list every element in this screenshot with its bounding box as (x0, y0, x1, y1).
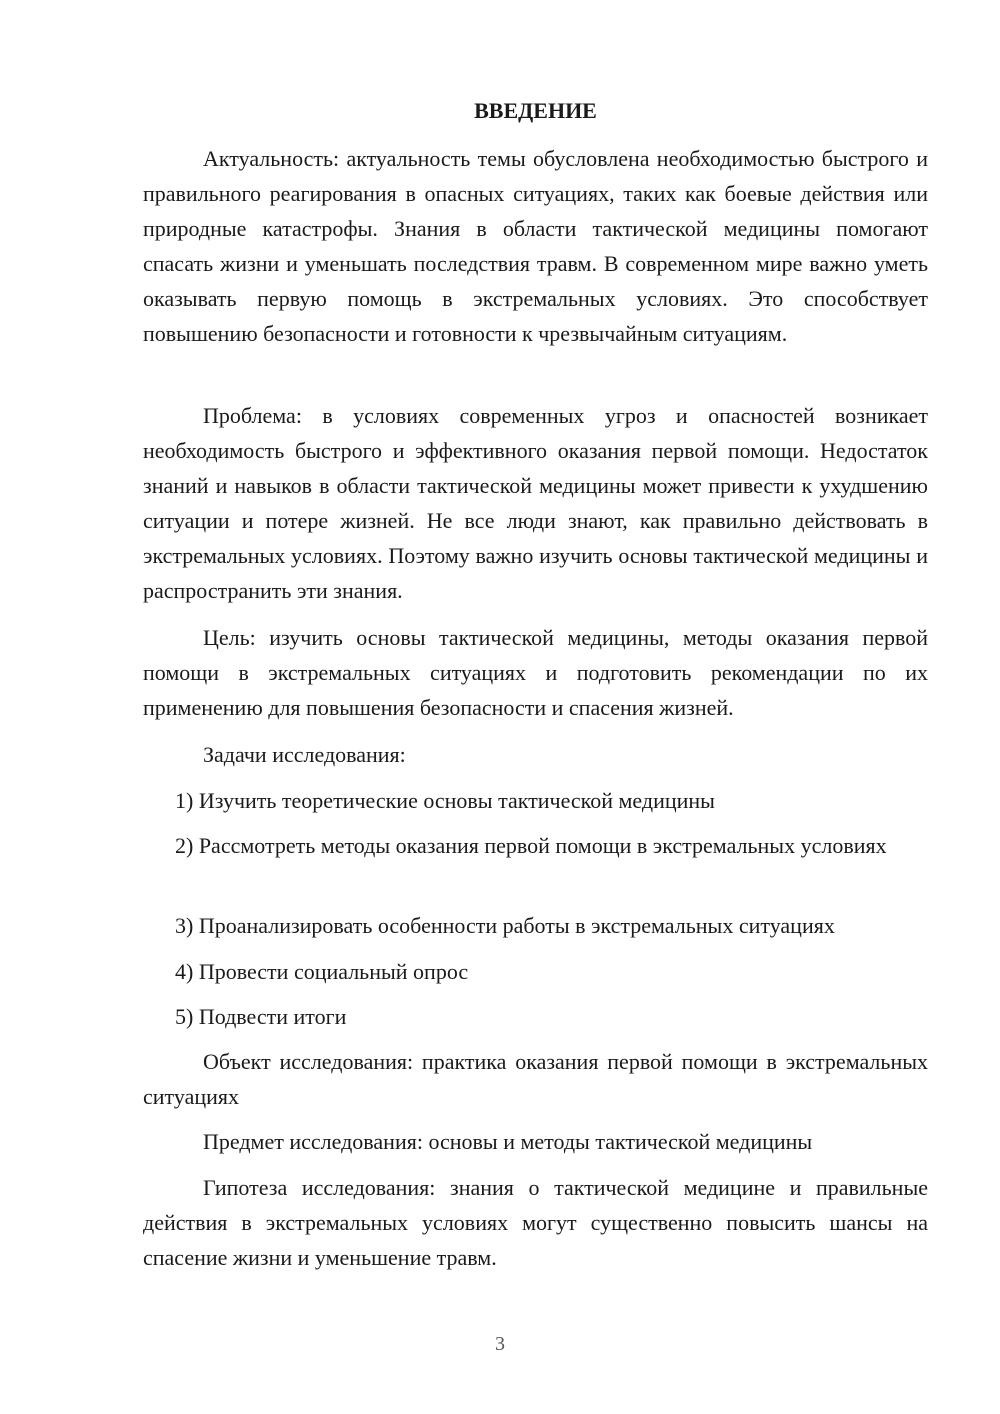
paragraph-hypothesis: Гипотеза исследования: знания о тактической медицине и правильные действия в экстремальных условиях могут существенно повысить шансы на спасение жизни и уменьшение травм. (143, 1175, 928, 1270)
task-item-5: 5) Подвести итоги (175, 1004, 347, 1029)
paragraph-problem: Проблема: в условиях современных угроз и опасностей возникает необходимость быстрого и эффективного оказания первой помощи. Недостаток знаний и навыков в области тактической медицины может привести к ухудшению ситуации и потере жизней. Не все люди знают, как правильно действовать в экстремальных условиях. Поэтому важно изучить основы тактической медицины и распространить эти знания. (143, 403, 928, 603)
task-item-4: 4) Провести социальный опрос (175, 959, 469, 984)
page-number: 3 (495, 1333, 505, 1355)
task-item-2: 2) Рассмотреть методы оказания первой помощи в экстремальных условиях (175, 833, 887, 858)
tasks-heading: Задачи исследования: (203, 742, 406, 767)
paragraph-goal: Цель: изучить основы тактической медицины, методы оказания первой помощи в экстремальных ситуациях и подготовить рекомендации по их применению для повышения безопасности и спасения жизней. (143, 625, 928, 720)
paragraph-relevance: Актуальность: актуальность темы обусловлена необходимостью быстрого и правильного реагирования в опасных ситуациях, таких как боевые действия или природные катастрофы. Знания в области тактической медицины помогают спасать жизни и уменьшать последствия травм. В современном мире важно уметь оказывать первую помощь в экстремальных условиях. Это способствует повышению безопасности и готовности к чрезвычайным ситуациям. (143, 146, 928, 346)
task-item-1: 1) Изучить теоретические основы тактической медицины (175, 788, 715, 813)
page-title: ВВЕДЕНИЕ (474, 98, 597, 123)
paragraph-object: Объект исследования: практика оказания первой помощи в экстремальных ситуациях (143, 1049, 928, 1109)
task-item-3: 3) Проанализировать особенности работы в экстремальных ситуациях (175, 913, 835, 938)
paragraph-subject: Предмет исследования: основы и методы тактической медицины (203, 1129, 813, 1154)
